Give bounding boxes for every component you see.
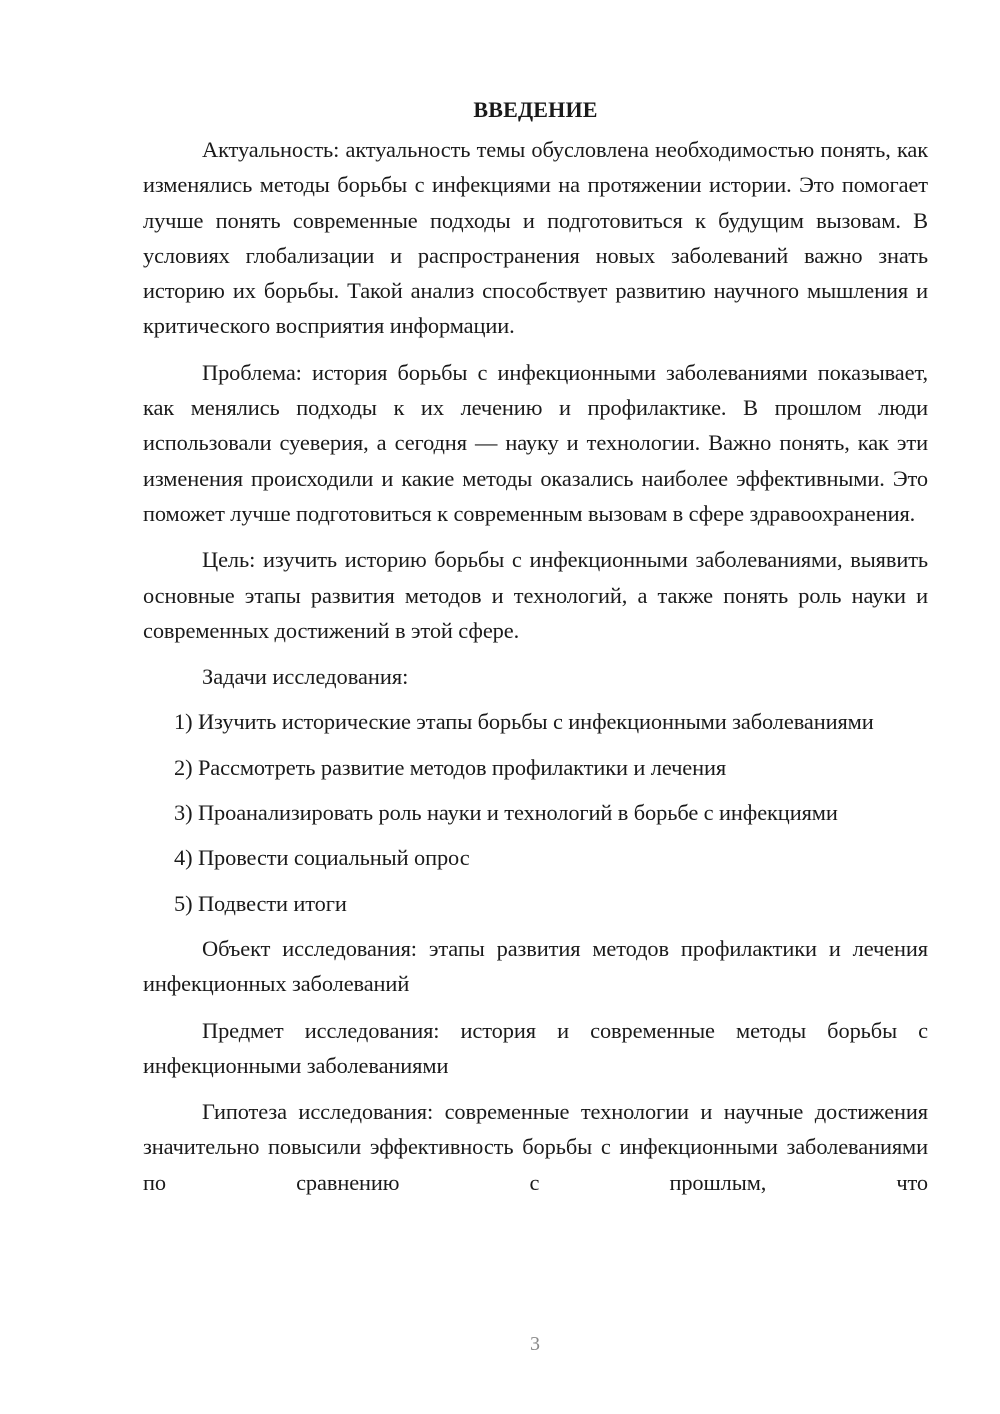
- tasks-heading: Задачи исследования:: [202, 664, 409, 690]
- subject-paragraph: Предмет исследования: история и современные методы борьбы с инфекционными заболеваниями: [143, 1017, 928, 1078]
- task-item-5: 5) Подвести итоги: [174, 890, 347, 916]
- document-page: [143, 92, 928, 1211]
- hypothesis-paragraph: Гипотеза исследования: современные технологии и научные достижения значительно повысили эффективность борьбы с инфекционными заболеваниями по сравнению с прошлым, что: [143, 1099, 928, 1195]
- object-paragraph: Объект исследования: этапы развития методов профилактики и лечения инфекционных заболеваний: [143, 935, 928, 997]
- problem-paragraph: Проблема: история борьбы с инфекционными заболеваниями показывает, как менялись подходы к их лечению и профилактике. В прошлом люди использовали суеверия, а сегодня — науку и технологии. Важно понять, как эти изменения происходили и какие методы оказались наиболее эффективными. Это поможет лучше подготовиться к современным вызовам в сфере здравоохранения.: [143, 359, 928, 526]
- task-item-2: 2) Рассмотреть развитие методов профилактики и лечения: [174, 754, 727, 780]
- page-number: 3: [530, 1333, 540, 1355]
- task-item-3: 3) Проанализировать роль науки и технологий в борьбе с инфекциями: [174, 800, 838, 826]
- task-item-4: 4) Провести социальный опрос: [174, 845, 470, 871]
- task-item-1: 1) Изучить исторические этапы борьбы с инфекционными заболеваниями: [174, 709, 874, 735]
- relevance-paragraph: Актуальность: актуальность темы обусловлена необходимостью понять, как изменялись методы борьбы с инфекциями на протяжении истории. Это помогает лучше понять современные подходы и подготовиться к будущим вызовам. В условиях глобализации и распространения новых заболеваний важно знать историю их борьбы. Такой анализ способствует развитию научного мышления и критического восприятия информации.: [143, 137, 928, 339]
- goal-paragraph: Цель: изучить историю борьбы с инфекционными заболеваниями, выявить основные этапы развития методов и технологий, а также понять роль науки и современных достижений в этой сфере.: [143, 547, 928, 643]
- page-title: ВВЕДЕНИЕ: [473, 97, 598, 122]
